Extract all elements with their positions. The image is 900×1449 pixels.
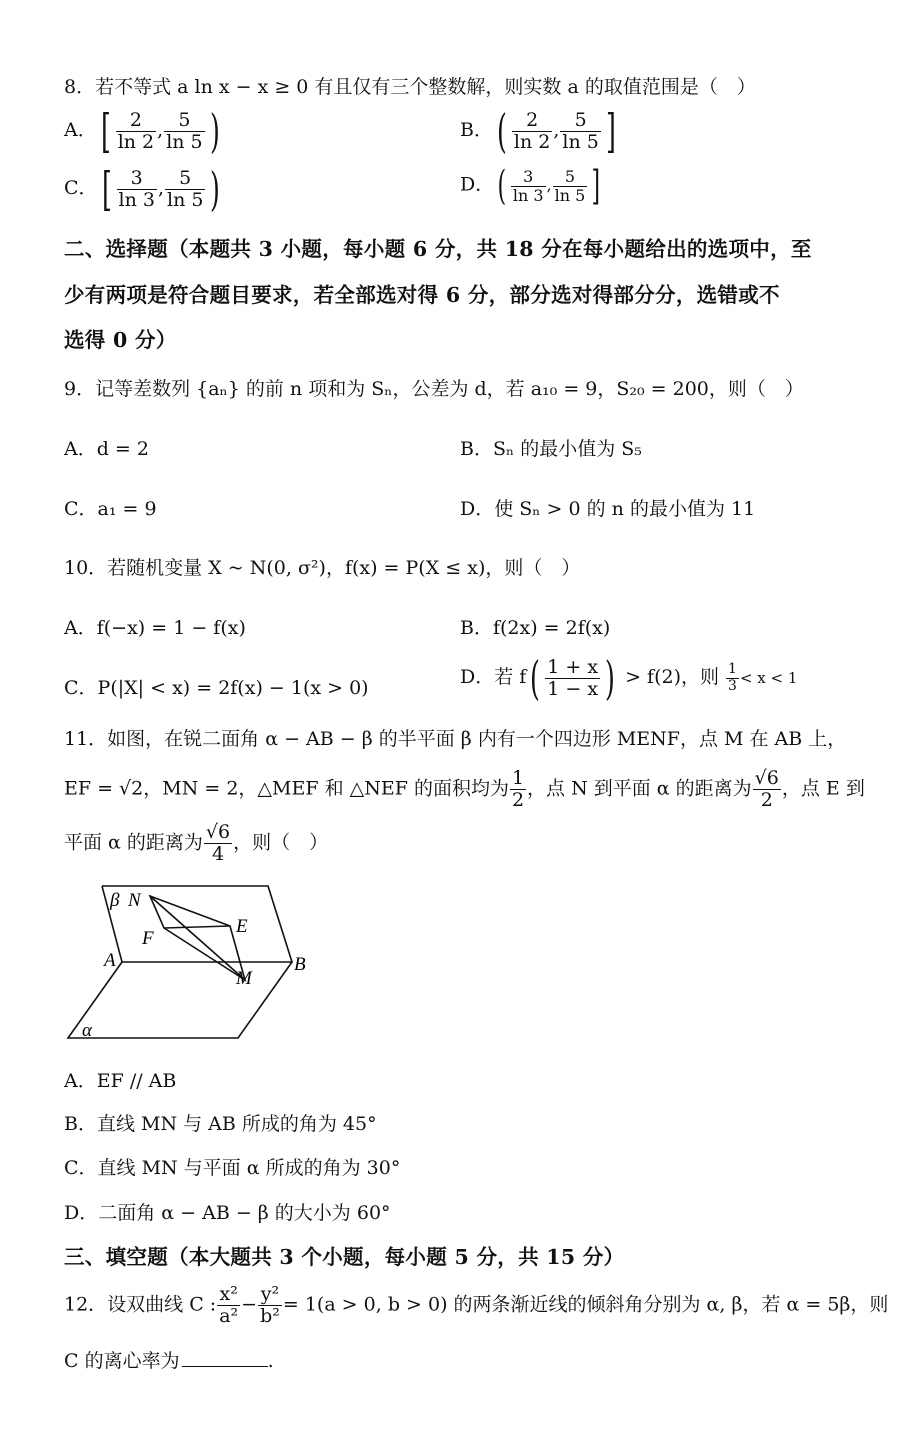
fraction: $\frac{2}{\ln 2}$ — [513, 108, 551, 153]
fraction: $\frac{5}{\ln 5}$ — [167, 166, 204, 211]
q10-option-c[interactable]: C．P(|X| < x) = 2f(x) − 1(x > 0) — [64, 677, 369, 699]
label-m: M — [236, 968, 252, 989]
label-alpha: α — [82, 1020, 92, 1041]
option-label: B． — [460, 119, 493, 141]
fraction: $\frac{5}{\ln 5}$ — [166, 108, 203, 153]
q8-option-b[interactable]: B．( $\frac{2}{\ln 2}$ , $\frac{5}{\ln 5}$ ] — [460, 104, 616, 158]
section2-heading-line2: 少有两项是符合题目要求，若全部选对得 6 分，部分选对得部分分，选错或不 — [64, 283, 780, 307]
fraction: $\frac{√6}{2}$ — [754, 767, 779, 811]
option-label: D． — [460, 173, 495, 196]
q11-option-d[interactable]: D．二面角 α − AB − β 的大小为 60° — [64, 1202, 391, 1224]
q9-option-c[interactable]: C．a₁ = 9 — [64, 498, 157, 520]
option-label: C． — [64, 177, 98, 199]
label-f: F — [142, 928, 154, 949]
fraction: $\frac{2}{\ln 2}$ — [117, 108, 155, 153]
q10-option-b[interactable]: B．f(2x) = 2f(x) — [460, 617, 611, 639]
label-e: E — [236, 916, 248, 937]
fraction: $\frac{1}{2}$ — [511, 767, 525, 811]
label-beta: β — [110, 890, 120, 911]
diagonal-nm — [150, 896, 245, 980]
label-a: A — [104, 950, 116, 971]
q10-option-d[interactable]: D．若 f( $\frac{1 + x}{1 - x}$ ) > f(2)，则 $\frac{1}{3}$ < x < 1 — [460, 651, 798, 705]
fraction: $\frac{\text{y²}}{\text{b²}}$ — [260, 1283, 280, 1327]
section2-heading-line3: 选得 0 分） — [64, 328, 177, 352]
q10-stem: 10．若随机变量 X ~ N(0, σ²)，f(x) = P(X ≤ x)，则（ ） — [64, 557, 581, 579]
q11-option-c[interactable]: C．直线 MN 与平面 α 所成的角为 30° — [64, 1157, 401, 1179]
q9-stem: 9．记等差数列 {aₙ} 的前 n 项和为 Sₙ，公差为 d，若 a₁₀ = 9，S₂₀ = 200，则（ ） — [64, 378, 804, 400]
section2-heading-line1: 二、选择题（本题共 3 小题，每小题 6 分，共 18 分在每小题给出的选项中，至 — [64, 237, 812, 261]
q9-option-a[interactable]: A．d = 2 — [64, 438, 149, 460]
q11-stem-line3: 平面 α 的距离为 $\frac{√6}{4}$ ，则（ ） — [64, 821, 329, 865]
q11-stem-line2: EF = √2，MN = 2，△MEF 和 △NEF 的面积均为 $\frac{1}{2}$ ，点 N 到平面 α 的距离为 $\frac{√6}{2}$ ，点 E 到 — [64, 767, 865, 811]
q12-stem-line2: C 的离心率为 . — [64, 1350, 274, 1372]
label-b: B — [294, 954, 306, 975]
fraction: $\frac{1}{3}$ — [728, 661, 737, 694]
answer-blank[interactable] — [182, 1366, 268, 1367]
q8-stem: 8．若不等式 a ln x − x ≥ 0 有且仅有三个整数解，则实数 a 的取值范围是（ ） — [64, 76, 756, 98]
plane-alpha-outline — [68, 962, 292, 1038]
section3-heading: 三、填空题（本大题共 3 个小题，每小题 5 分，共 15 分） — [64, 1245, 625, 1269]
q8-option-c[interactable]: C．[ $\frac{3}{\ln 3}$ , $\frac{5}{\ln 5}$ ) — [64, 162, 221, 216]
option-label: A． — [64, 119, 97, 141]
fraction: $\frac{3}{\ln 3}$ — [118, 166, 155, 211]
fraction: $\frac{5}{\ln 5}$ — [562, 108, 599, 153]
fraction: $\frac{1 + x}{1 - x}$ — [547, 655, 599, 700]
q9-option-d[interactable]: D．使 Sₙ > 0 的 n 的最小值为 11 — [460, 498, 756, 520]
label-n: N — [128, 890, 141, 911]
q11-option-b[interactable]: B．直线 MN 与 AB 所成的角为 45° — [64, 1113, 377, 1135]
q10-option-a[interactable]: A．f(−x) = 1 − f(x) — [64, 617, 246, 639]
q8-option-a[interactable]: A．[ $\frac{2}{\ln 2}$ , $\frac{5}{\ln 5}$ ) — [64, 104, 220, 158]
q11-option-a[interactable]: A．EF // AB — [64, 1070, 177, 1092]
q12-stem-line1: 12．设双曲线 C : $\frac{\text{x²}}{\text{a²}}$ − $\frac{\text{y²}}{\text{b²}}$ = 1(a > 0, b > 0) 的两条渐近线的倾斜角分别为 α, β，若 α = 5β，则 — [64, 1283, 889, 1327]
q8-option-d[interactable]: D．( $\frac{3}{\ln 3}$ , $\frac{5}{\ln 5}$ ] — [460, 163, 601, 209]
fraction: $\frac{5}{\ln 5}$ — [554, 166, 586, 205]
fraction: $\frac{\text{x²}}{\text{a²}}$ — [219, 1283, 239, 1327]
dihedral-angle-figure — [60, 880, 330, 1050]
segment-fe — [164, 926, 230, 928]
q11-stem-line1: 11．如图，在锐二面角 α − AB − β 的半平面 β 内有一个四边形 MENF，点 M 在 AB 上， — [64, 728, 847, 750]
fraction: $\frac{3}{\ln 3}$ — [512, 166, 544, 205]
fraction: $\frac{√6}{4}$ — [205, 821, 231, 865]
q9-option-b[interactable]: B．Sₙ 的最小值为 S₅ — [460, 438, 642, 460]
